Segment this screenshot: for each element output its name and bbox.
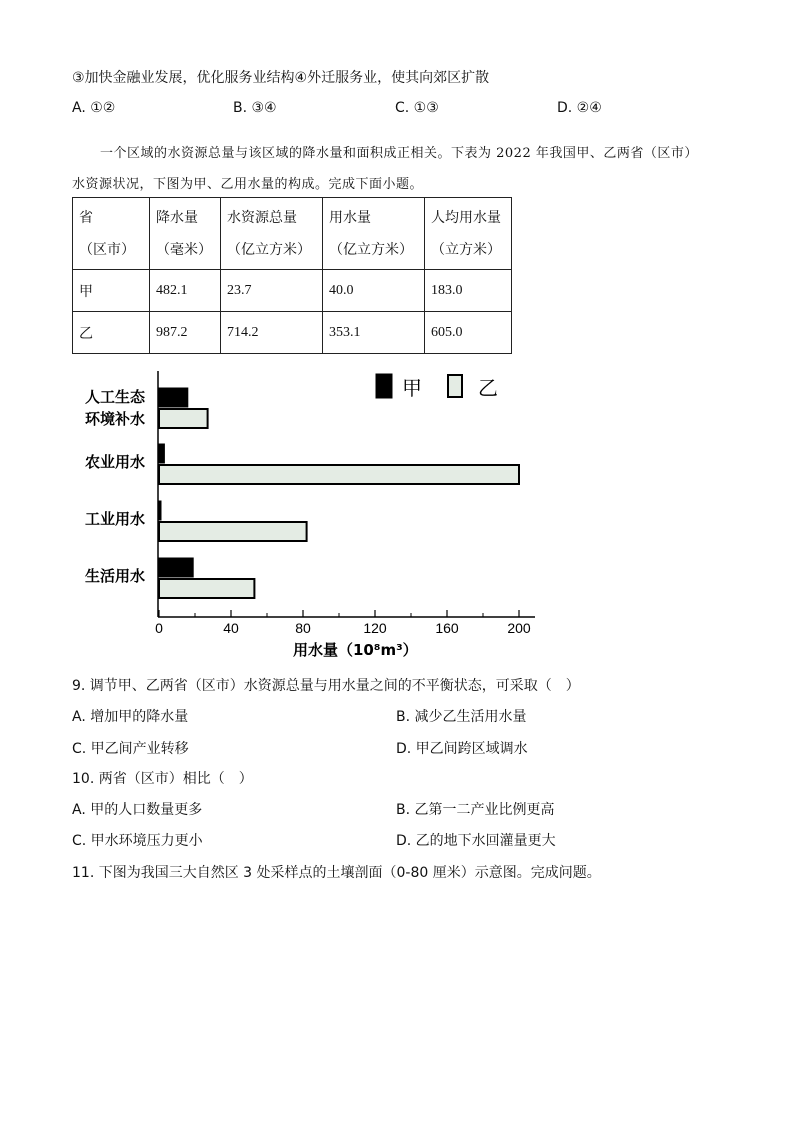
- q10-option-b: B. 乙第一二产业比例更高: [396, 802, 555, 818]
- bar-yi: [159, 409, 208, 428]
- x-tick-label: 0: [155, 620, 163, 636]
- x-tick-label: 80: [295, 620, 311, 636]
- prev-option-b: B. ③④: [233, 100, 277, 116]
- table-cell: 40.0: [323, 270, 425, 312]
- water-resources-table: [72, 197, 512, 354]
- table-cell: 605.0: [425, 312, 512, 354]
- table-cell: 987.2: [150, 312, 221, 354]
- table-row: [73, 270, 512, 312]
- x-tick-label: 160: [435, 620, 459, 636]
- legend-swatch-yi: [448, 375, 462, 397]
- bar-jia: [159, 388, 188, 407]
- table-cell: 183.0: [425, 270, 512, 312]
- legend-swatch-jia: [376, 374, 392, 398]
- category-label: 工业用水: [85, 510, 146, 528]
- bar-yi: [159, 522, 307, 541]
- question-9-stem: 9. 调节甲、乙两省（区市）水资源总量与用水量之间的不平衡状态，可采取（ ）: [72, 678, 580, 694]
- legend-label-yi: 乙: [478, 376, 498, 400]
- q10-option-c: C. 甲水环境压力更小: [72, 833, 203, 849]
- prev-option-d: D. ②④: [557, 100, 602, 116]
- table-cell: 353.1: [323, 312, 425, 354]
- table-cell: 714.2: [221, 312, 323, 354]
- legend-label-jia: 甲: [402, 376, 422, 400]
- intro-line-2: 水资源状况，下图为甲、乙用水量的构成。完成下面小题。: [72, 177, 424, 192]
- q9-option-b: B. 减少乙生活用水量: [396, 709, 527, 725]
- bar-yi: [159, 465, 519, 484]
- prev-question-stem: ③加快金融业发展，优化服务业结构④外迁服务业，使其向郊区扩散: [72, 70, 490, 86]
- category-label: 农业用水: [85, 453, 146, 471]
- bar-yi: [159, 579, 254, 598]
- intro-line-1: 一个区域的水资源总量与该区域的降水量和面积成正相关。下表为 2022 年我国甲、乙两省（区市）: [100, 146, 698, 161]
- q9-option-d: D. 甲乙间跨区域调水: [396, 741, 528, 757]
- water-use-bar-chart: [60, 365, 560, 665]
- bar-jia: [159, 444, 164, 463]
- q9-option-c: C. 甲乙间产业转移: [72, 741, 189, 757]
- q9-option-a: A. 增加甲的降水量: [72, 709, 189, 725]
- question-10-stem: 10. 两省（区市）相比（ ）: [72, 771, 253, 787]
- table-row: [73, 312, 512, 354]
- category-label: 环境补水: [85, 410, 146, 428]
- table-cell: 乙: [73, 312, 150, 354]
- question-11-stem: 11. 下图为我国三大自然区 3 处采样点的土壤剖面（0-80 厘米）示意图。完成问题。: [72, 865, 601, 881]
- category-label: 生活用水: [85, 567, 146, 585]
- x-tick-label: 40: [223, 620, 239, 636]
- x-axis-label: 用水量（10⁸m³）: [293, 641, 418, 659]
- table-cell: 482.1: [150, 270, 221, 312]
- table-header-cell: 省 （区市）: [73, 198, 150, 270]
- table-header-cell: 用水量 （亿立方米）: [323, 198, 425, 270]
- table-header-row: [73, 198, 512, 270]
- bar-jia: [159, 558, 193, 577]
- table-header-cell: 水资源总量 （亿立方米）: [221, 198, 323, 270]
- prev-option-c: C. ①③: [395, 100, 439, 116]
- bar-jia: [159, 501, 161, 520]
- q10-option-a: A. 甲的人口数量更多: [72, 802, 203, 818]
- category-label: 人工生态: [85, 388, 146, 406]
- table-header-cell: 降水量 （毫米）: [150, 198, 221, 270]
- table-cell: 甲: [73, 270, 150, 312]
- table-cell: 23.7: [221, 270, 323, 312]
- table-header-cell: 人均用水量 （立方米）: [425, 198, 512, 270]
- prev-option-a: A. ①②: [72, 100, 116, 116]
- x-tick-label: 120: [363, 620, 387, 636]
- x-tick-label: 200: [507, 620, 531, 636]
- q10-option-d: D. 乙的地下水回灌量更大: [396, 833, 556, 849]
